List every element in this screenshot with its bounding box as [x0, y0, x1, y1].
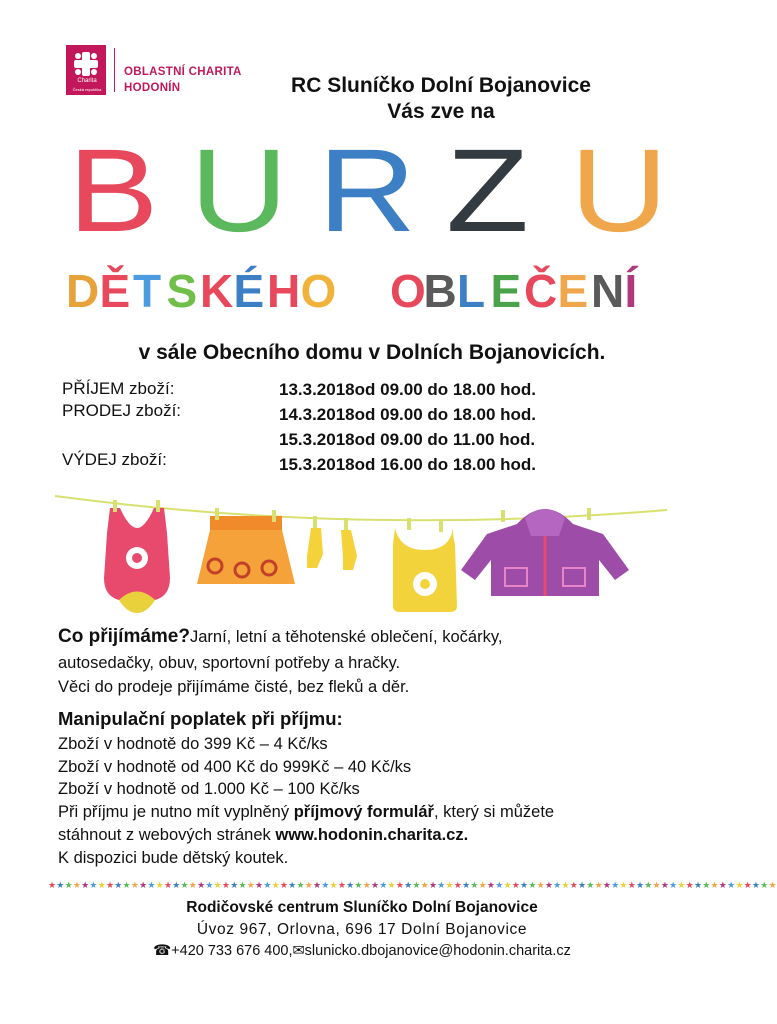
star-icon: ★: [710, 880, 719, 890]
star-icon: ★: [735, 880, 744, 890]
star-icon: ★: [478, 880, 487, 890]
envelope-icon: ✉: [292, 943, 305, 959]
star-icon: ★: [197, 880, 206, 890]
star-icon: ★: [188, 880, 198, 890]
subtitle-letter-a-7: O: [300, 265, 337, 317]
schedule-label-receive: PŘÍJEM zboží:: [62, 379, 175, 398]
accept-line-1: [58, 626, 502, 648]
accept-line-3: Věci do prodeje přijímáme čisté, bez fleků a děr.: [58, 678, 410, 696]
star-icon: ★: [652, 880, 661, 890]
star-icon: ★: [453, 880, 463, 890]
star-icon: ★: [255, 880, 264, 890]
star-icon: ★: [602, 880, 612, 890]
star-icon: ★: [760, 880, 769, 890]
star-icon: ★: [205, 880, 214, 890]
fee-heading: Manipulační poplatek při příjmu:: [58, 708, 343, 729]
star-icon: ★: [180, 880, 189, 890]
star-icon: ★: [644, 880, 653, 890]
star-icon: ★: [470, 880, 479, 890]
star-icon: ★: [114, 880, 123, 890]
star-icon: ★: [586, 880, 595, 890]
logo-line-1: OBLASTNÍ CHARITA: [124, 66, 242, 78]
footer-phone: +420 733 676 400,: [171, 943, 293, 959]
bodysuit-icon: [104, 500, 170, 613]
subtitle-letter-b-5: E: [557, 265, 589, 317]
star-icon: ★: [635, 880, 645, 890]
phone-icon: ☎: [153, 943, 172, 959]
star-icon: ★: [56, 880, 65, 890]
clothesline-rope: [55, 496, 667, 520]
website-link: www.hodonin.charita.cz.: [275, 826, 469, 844]
star-icon: ★: [89, 880, 98, 890]
footer-org-name: Rodičovské centrum Sluníčko Dolní Bojanovice: [186, 899, 538, 916]
star-icon: ★: [221, 880, 231, 890]
schedule-label-return: VÝDEJ zboží:: [62, 450, 167, 469]
subtitle-letter-b-0: O: [390, 265, 426, 317]
fee-line-1: Zboží v hodnotě do 399 Kč – 4 Kč/ks: [58, 735, 328, 753]
title-letter-2: R: [318, 125, 417, 257]
bib-icon: [393, 518, 457, 612]
subtitle-letter-b-6: N: [591, 265, 625, 317]
star-icon: ★: [329, 880, 338, 890]
star-icon: ★: [611, 880, 620, 890]
logo-mini-sub: Česká republika: [72, 87, 102, 92]
schedule-row-1: 13.3.2018od 09.00 do 18.00 hod.: [279, 380, 537, 399]
star-icon: ★: [437, 880, 446, 890]
star-icon: ★: [677, 880, 686, 890]
fee-line-5-a: stáhnout z webových stránek: [58, 826, 276, 844]
schedule-row-4: 15.3.2018od 16.00 do 18.00 hod.: [279, 455, 537, 474]
star-icon: ★: [486, 880, 496, 890]
title-letter-3: Z: [446, 125, 529, 257]
title-letter-0: B: [68, 125, 159, 257]
star-icon: ★: [263, 880, 272, 890]
star-icon: ★: [619, 880, 628, 890]
star-icon: ★: [105, 880, 115, 890]
organizer-heading: RC Sluníčko Dolní Bojanovice: [291, 74, 591, 97]
star-icon: ★: [660, 880, 670, 890]
subtitle-letter-b-1: B: [423, 265, 457, 317]
star-icon: ★: [544, 880, 554, 890]
star-icon: ★: [395, 880, 405, 890]
fee-line-4: [58, 803, 554, 822]
title-letter-1: U: [190, 125, 289, 257]
star-divider: [48, 880, 777, 891]
star-icon: ★: [727, 880, 736, 890]
subtitle-letter-b-4: Č: [524, 265, 558, 317]
star-icon: ★: [97, 880, 106, 890]
skirt-icon: [197, 508, 295, 584]
star-icon: ★: [296, 880, 305, 890]
star-icon: ★: [304, 880, 313, 890]
star-icon: ★: [64, 880, 73, 890]
star-icon: ★: [553, 880, 562, 890]
star-icon: ★: [130, 880, 140, 890]
star-icon: ★: [48, 880, 57, 890]
star-icon: ★: [669, 880, 678, 890]
clothesline-illustration: [55, 488, 670, 623]
subtitle-letter-a-1: Ě: [99, 265, 131, 317]
star-icon: ★: [768, 880, 777, 890]
star-icon: ★: [503, 880, 512, 890]
fee-line-4-a: Při příjmu je nutno mít vyplněný: [58, 803, 294, 821]
venue-text: v sále Obecního domu v Dolních Bojanovicích.: [138, 341, 606, 364]
star-icon: ★: [246, 880, 256, 890]
star-icon: ★: [520, 880, 529, 890]
star-icon: ★: [528, 880, 537, 890]
star-icon: ★: [445, 880, 454, 890]
star-icon: ★: [404, 880, 413, 890]
invite-heading: Vás zve na: [387, 100, 495, 123]
star-icon: ★: [569, 880, 578, 890]
footer-contact: [0, 943, 724, 959]
star-icon: ★: [321, 880, 330, 890]
star-icon: ★: [743, 880, 752, 890]
star-icon: ★: [313, 880, 322, 890]
accept-heading: Co přijímáme?: [58, 626, 190, 647]
star-icon: ★: [578, 880, 587, 890]
star-icon: ★: [693, 880, 703, 890]
socks-icon: [307, 516, 357, 570]
star-icon: ★: [370, 880, 380, 890]
star-icon: ★: [627, 880, 636, 890]
fee-line-4-c: , který si můžete: [433, 803, 555, 821]
star-icon: ★: [561, 880, 570, 890]
star-icon: ★: [536, 880, 545, 890]
schedule-label-sell: PRODEJ zboží:: [62, 401, 182, 420]
star-icon: ★: [288, 880, 297, 890]
subtitle-letter-a-3: S: [166, 265, 198, 317]
star-icon: ★: [462, 880, 471, 890]
fee-line-6: K dispozici bude dětský koutek.: [58, 849, 289, 867]
star-icon: ★: [751, 880, 761, 890]
star-icon: ★: [354, 880, 363, 890]
subtitle-letter-b-7: Í: [624, 265, 638, 317]
accept-line-2: autosedačky, obuv, sportovní potřeby a hračky.: [58, 654, 401, 672]
star-icon: ★: [147, 880, 156, 890]
star-icon: ★: [362, 880, 371, 890]
logo-divider: [114, 48, 115, 92]
star-icon: ★: [420, 880, 429, 890]
accept-text-1: Jarní, letní a těhotenské oblečení, kočárky,: [189, 628, 503, 646]
star-icon: ★: [379, 880, 388, 890]
fee-line-5: [58, 826, 468, 845]
star-icon: ★: [72, 880, 82, 890]
subtitle-letter-a-2: T: [133, 265, 162, 317]
star-icon: ★: [428, 880, 438, 890]
star-icon: ★: [718, 880, 728, 890]
star-icon: ★: [511, 880, 521, 890]
footer-email: slunicko.dbojanovice@hodonin.charita.cz: [304, 943, 571, 959]
star-icon: ★: [238, 880, 247, 890]
star-icon: ★: [346, 880, 355, 890]
star-icon: ★: [685, 880, 694, 890]
star-icon: ★: [702, 880, 711, 890]
fee-line-3: Zboží v hodnotě od 1.000 Kč – 100 Kč/ks: [58, 780, 360, 798]
star-icon: ★: [163, 880, 173, 890]
star-icon: ★: [412, 880, 421, 890]
star-icon: ★: [495, 880, 504, 890]
subtitle-letter-a-0: D: [66, 265, 100, 317]
star-icon: ★: [387, 880, 396, 890]
schedule-row-3: 15.3.2018od 09.00 do 11.00 hod.: [279, 430, 536, 449]
star-icon: ★: [155, 880, 164, 890]
star-icon: ★: [279, 880, 289, 890]
form-name: příjmový formulář: [293, 803, 434, 821]
subtitle-letter-a-6: H: [267, 265, 301, 317]
star-icon: ★: [337, 880, 347, 890]
schedule-row-2: 14.3.2018od 09.00 do 18.00 hod.: [279, 405, 537, 424]
star-icon: ★: [213, 880, 222, 890]
footer-address: Úvoz 967, Orlovna, 696 17 Dolní Bojanovice: [196, 921, 528, 938]
subtitle-letter-b-2: L: [457, 265, 486, 317]
star-icon: ★: [271, 880, 280, 890]
fee-line-2: Zboží v hodnotě od 400 Kč do 999Kč – 40 Kč/ks: [58, 758, 412, 776]
subtitle-letter-a-5: É: [233, 265, 265, 317]
title-letter-4: U: [570, 125, 669, 257]
logo-mini-text: Charita: [77, 78, 97, 84]
star-icon: ★: [81, 880, 90, 890]
logo-line-2: HODONÍN: [124, 82, 181, 94]
star-icon: ★: [122, 880, 131, 890]
star-icon: ★: [172, 880, 181, 890]
star-icon: ★: [594, 880, 603, 890]
jacket-icon: [461, 508, 629, 596]
star-icon: ★: [139, 880, 148, 890]
subtitle-letter-a-4: K: [200, 265, 234, 317]
star-icon: ★: [230, 880, 239, 890]
subtitle-letter-b-3: E: [490, 265, 522, 317]
